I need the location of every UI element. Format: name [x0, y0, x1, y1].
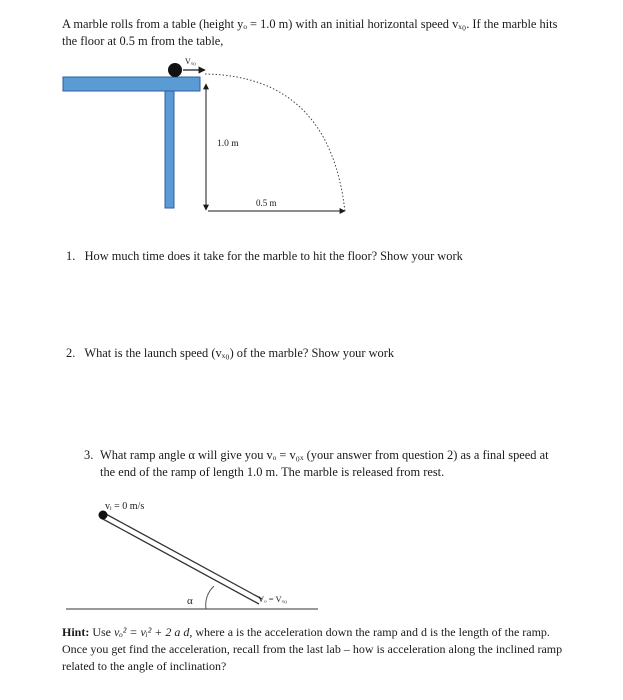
hint-use: Use [92, 625, 112, 639]
question-number: 2. [66, 346, 76, 360]
question-number: 1. [66, 249, 76, 263]
hint-text: where a is the acceleration down the ramp and d is the length of the ramp. Once you get find the acceleration, recall from the last lab – how is acceleration along the inclined ramp related to the angle of inclination? [62, 625, 563, 673]
ramp-edge-top [104, 513, 262, 599]
ramp-figure [0, 495, 623, 620]
hint-label: Hint: [62, 625, 90, 639]
velocity-label: Vₓ₀ [185, 57, 196, 66]
table-top [63, 77, 200, 91]
hint-equation: vₒ² = vᵢ² + 2 a d, [114, 625, 193, 639]
marble [168, 63, 182, 77]
question-text: What is the launch speed (vₓ₀) of the marble? Show your work [84, 346, 395, 360]
table-leg [165, 91, 174, 208]
question-number: 3. [84, 448, 94, 462]
angle-label: α [187, 595, 193, 607]
problem-intro: A marble rolls from a table (height yₒ = 1.0 m) with an initial horizontal speed vₓ₀. If the marble hits the floor at 0.5 m from the table, [62, 17, 558, 48]
projectile-figure [0, 0, 623, 240]
angle-arc [206, 586, 214, 609]
marble [99, 511, 108, 520]
question-1 [66, 248, 566, 265]
height-label: 1.0 m [217, 139, 239, 149]
distance-label: 0.5 m [256, 198, 277, 208]
initial-velocity-label: vᵢ = 0 m/s [105, 501, 145, 512]
question-text: What ramp angle α will give you vₒ = v₀ₓ (your answer from question 2) as a final speed at the end of the ramp of length 1.0 m. The marble is released from rest. [100, 448, 549, 479]
question-3 [84, 447, 566, 481]
hint-paragraph [62, 624, 568, 675]
question-2 [66, 345, 566, 362]
question-text: How much time does it take for the marble to hit the floor? Show your work [84, 249, 463, 263]
final-velocity-label: Vₒ = Vₓ₀ [258, 594, 288, 604]
ramp-edge-bottom [101, 518, 259, 604]
